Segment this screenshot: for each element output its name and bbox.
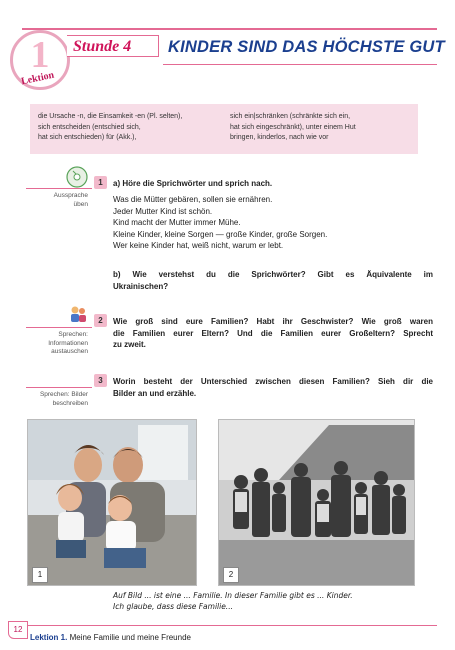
footer-lektion-label: Lektion 1. [30,633,68,642]
sample-line: Auf Bild ... ist eine ... Familie. In dieser Familie gibt es ... Kinder. [113,591,353,600]
sidebar-divider [26,188,92,189]
proverb: Jeder Mutter Kind ist schön. [113,206,213,216]
proverb-list [113,194,433,252]
page-number: 12 [8,621,28,639]
header-rule [22,28,437,30]
title-underline [163,64,437,65]
photo-number: 1 [32,567,48,583]
sample-line: Ich glaube, dass diese Familie... [113,602,233,611]
proverb: Was die Mütter gebären, sollen sie ernähren. [113,195,273,204]
exercise3-number: 3 [94,374,107,387]
vocab-line: hat sich entschieden) für (Akk.), [38,134,137,141]
lesson-number: 1 [30,34,50,76]
proverb: Kind macht der Mutter immer Mühe. [113,218,241,227]
family-photo-1 [27,419,197,586]
exercise1-task-a: a) Höre die Sprichwörter und sprich nach. [113,179,273,188]
exercise2-line: zu zweit. [113,340,146,349]
exercise1-number: 1 [94,176,107,189]
vocab-line: sich entscheiden (entschied sich, [38,123,141,131]
page-title: KINDER SIND DAS HÖCHSTE GUT [168,38,445,56]
vocabulary-box [30,104,418,154]
footer-chapter-title: Meine Familie und meine Freunde [69,633,191,642]
proverb: Kleine Kinder, kleine Sorgen — große Kinder, große Sorgen. [113,229,328,239]
vocabulary-left-column [38,112,218,144]
lesson-badge [10,30,70,90]
side-label-line: üben [73,200,88,208]
vocab-line: hat sich eingeschränkt), unter einem Hut [230,123,356,131]
exercise1-side-label [28,192,88,209]
lesson-word: Lektion [20,69,56,88]
sample-sentences [113,590,433,612]
exercise1-task-b [113,269,433,292]
exercise3-side-label [28,391,88,408]
exercise2-side-label [28,331,88,357]
exercise2-text [113,316,433,351]
exercise3-line: Bilder an und erzähle. [113,388,197,398]
sidebar-divider [26,387,92,388]
vocab-line: sich ein|schränken (schränkte sich ein, [230,113,351,120]
exercise3-line: Worin besteht der Unterschied zwischen diesen Familien? Sieh dir die [113,377,433,386]
exercise2-line: Wie groß sind eure Familien? Habt ihr Geschwister? Wie groß waren [113,317,433,326]
side-label-line: Aussprache [53,192,88,199]
audio-cd-icon[interactable] [66,166,88,188]
family-photo-2 [218,419,415,586]
side-label-line: Sprechen: [58,331,88,338]
sidebar-divider [26,327,92,328]
exercise3-text [113,376,433,399]
vocab-line: bringen, kinderlos, nach wie vor [230,134,329,141]
speaking-people-icon [68,304,88,324]
proverb: Wer keine Kinder hat, weiß nicht, warum er lebt. [113,241,284,250]
side-label-line: austauschen [51,348,88,355]
side-label-line: beschreiben [52,399,88,407]
task-b-line: Ukrainischen? [113,281,169,291]
photo-number: 2 [223,567,239,583]
exercise2-line: die Familien eurer Eltern? Und die Familien eurer Großeltern? Sprecht [113,328,433,338]
exercise2-number: 2 [94,314,107,327]
stunde-label: Stunde 4 [67,35,159,57]
footer-rule [22,625,437,626]
vocabulary-right-column [230,112,410,144]
vocab-line: die Ursache -n, die Einsamkeit -en (Pl. selten), [38,113,183,120]
footer-chapter [30,633,191,642]
side-label-line: Sprechen: Bilder [39,391,88,398]
task-b-line: b) Wie verstehst du die Sprichwörter? Gibt es Äquivalente im [113,270,433,279]
side-label-line: Informationen [48,339,88,347]
